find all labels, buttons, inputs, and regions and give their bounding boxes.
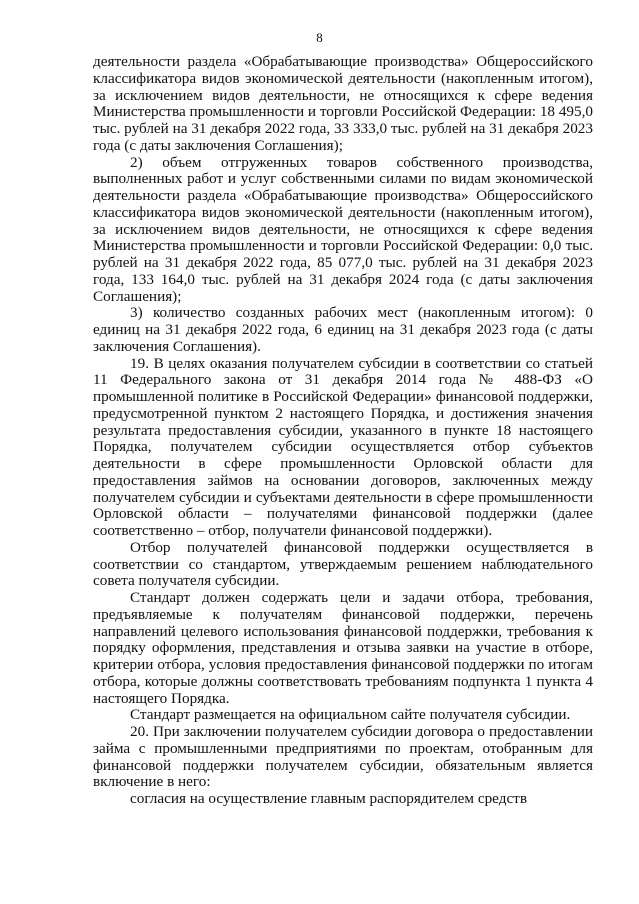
page-number: 8: [316, 30, 323, 45]
paragraph-standard-publication: Стандарт размещается на официальном сайте получателя субсидии.: [130, 706, 571, 724]
paragraph-consent: согласия на осуществление главным распорядителем средств: [130, 790, 527, 807]
paragraph-item-2: 2) объем отгруженных товаров собственного производства, выполненных работ и услуг собственными силами по видам экономической деятельности раздела «Обрабатывающие производства» Общероссийского классификатора видов экономической деятельности (накопленным итогом), за исключением видов деятельности, не относящихся к сфере ведения Министерства промышленности и торговли Российской Федерации: 0,0 тыс. рублей на 31 декабря 2022 года, 85 077,0 тыс. рублей на 31 декабря 2023 года, 133 164,0 тыс. рублей на 31 декабря 2024 года (с даты заключения Соглашения);: [93, 153, 593, 305]
paragraph-19: 19. В целях оказания получателем субсидии в соответствии со статьей 11 Федерального закона от 31 декабря 2014 года № 488-ФЗ «О промышленной политике в Российской Федерации» финансовой поддержки, предусмотренной пунктом 2 настоящего Порядка, и достижения значения результата предоставления субсидии, указанного в пункте 18 настоящего Порядка, получателем субсидии осуществляется отбор субъектов деятельности в сфере промышленности Орловской области для предоставления займов на основании договоров, заключенных между получателем субсидии и субъектами деятельности в сфере промышленности Орловской области – получателями финансовой поддержки (далее соответственно – отбор, получатели финансовой поддержки).: [93, 354, 593, 539]
paragraph-item-3: 3) количество созданных рабочих мест (накопленным итогом): 0 единиц на 31 декабря 2022 года, 6 единиц на 31 декабря 2023 года (с даты заключения Соглашения).: [93, 304, 593, 355]
paragraph-continued: деятельности раздела «Обрабатывающие производства» Общероссийского классификатора видов экономической деятельности (накопленным итогом), за исключением видов деятельности, не относящихся к сфере ведения Министерства промышленности и торговли Российской Федерации: 18 495,0 тыс. рублей на 31 декабря 2022 года, 33 333,0 тыс. рублей на 31 декабря 2023 года (с даты заключения Соглашения);: [93, 53, 593, 154]
body-text: [93, 54, 593, 808]
paragraph-selection: Отбор получателей финансовой поддержки осуществляется в соответствии со стандартом, утверждаемым решением наблюдательного совета получателя субсидии.: [93, 538, 593, 590]
paragraph-standard-content: Стандарт должен содержать цели и задачи отбора, требования, предъявляемые к получателям финансовой поддержки, перечень направлений целевого использования финансовой поддержки, требования к порядку оформления, представления и отзыва заявки на участие в отборе, критерии отбора, условия предоставления финансовой поддержки по итогам отбора, которые должны соответствовать требованиям подпункта 1 пункта 4 настоящего Порядка.: [93, 589, 593, 707]
paragraph-20: 20. При заключении получателем субсидии договора о предоставлении займа с промышленными предприятиями по проектам, отобранным для финансовой поддержки получателем субсидии, обязательным является включение в него:: [93, 723, 593, 791]
